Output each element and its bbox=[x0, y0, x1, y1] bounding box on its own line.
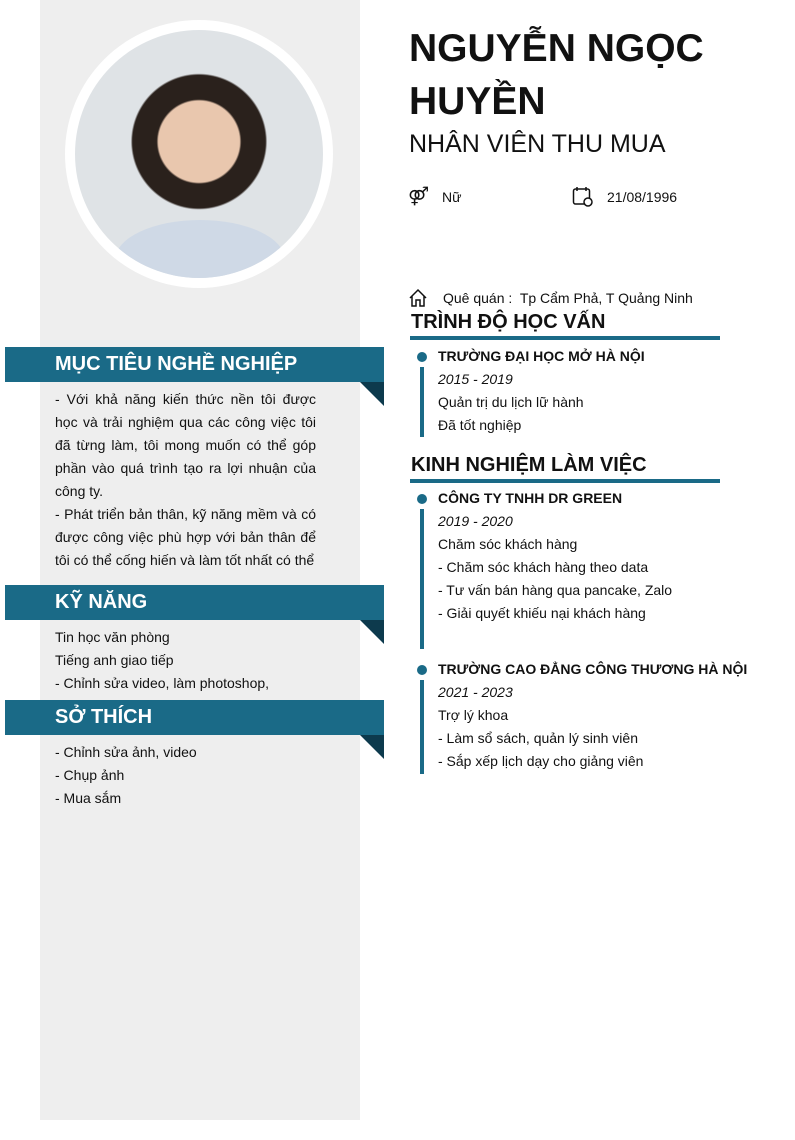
skill-item: Tiếng anh giao tiếp bbox=[55, 652, 174, 668]
hometown-info bbox=[408, 288, 693, 308]
experience-entry bbox=[417, 658, 747, 773]
entry-line: Trợ lý khoa bbox=[438, 707, 509, 723]
entry-years: 2015 - 2019 bbox=[438, 371, 513, 387]
hobbies-list bbox=[55, 741, 316, 810]
banner-fold bbox=[360, 620, 384, 644]
skill-item: Tin học văn phòng bbox=[55, 629, 170, 645]
bullet-dot bbox=[417, 665, 427, 675]
objective-heading: MỤC TIÊU NGHỀ NGHIỆP bbox=[5, 347, 384, 382]
entry-line: Quản trị du lịch lữ hành bbox=[438, 394, 584, 410]
objective-line: - Phát triển bản thân, kỹ năng mềm và có được công việc phù hợp với bản thân để tôi có thể cống hiến và làm tốt nhất có thể bbox=[55, 506, 316, 568]
experience-heading: KINH NGHIỆM LÀM VIỆC bbox=[410, 454, 720, 483]
dob-info bbox=[572, 186, 677, 207]
entry-years: 2019 - 2020 bbox=[438, 513, 513, 529]
hobby-item: - Chụp ảnh bbox=[55, 767, 125, 783]
gender-icon: ⚤ bbox=[408, 186, 430, 206]
profile-photo bbox=[65, 20, 333, 288]
skill-item: - Chỉnh sửa video, làm photoshop, bbox=[55, 675, 270, 691]
timeline-bar bbox=[420, 367, 424, 437]
hometown-label: Quê quán : bbox=[443, 290, 513, 306]
entry-line: - Giải quyết khiếu nại khách hàng bbox=[438, 605, 646, 621]
full-name: NGUYỄN NGỌC HUYỀN bbox=[409, 27, 704, 123]
banner-fold bbox=[360, 735, 384, 759]
entry-line: - Chăm sóc khách hàng theo data bbox=[438, 559, 649, 575]
skills-heading: KỸ NĂNG bbox=[5, 585, 384, 620]
timeline-bar bbox=[420, 509, 424, 649]
hobbies-heading: SỞ THÍCH bbox=[5, 700, 384, 735]
hometown-value: Tp Cẩm Phả, T Quảng Ninh bbox=[519, 290, 693, 306]
banner-fold bbox=[360, 382, 384, 406]
objective-line: - Với khả năng kiến thức nền tôi được học và trải nghiệm qua các công việc tôi đã từng làm, tôi mong muốn có thể góp phần vào quá trình tạo ra lợi nhuận của công ty. bbox=[55, 391, 316, 499]
entry-line: - Sắp xếp lịch dạy cho giảng viên bbox=[438, 753, 644, 769]
entry-years: 2021 - 2023 bbox=[438, 684, 513, 700]
bullet-dot bbox=[417, 352, 427, 362]
skills-list bbox=[55, 626, 316, 695]
dob-value: 21/08/1996 bbox=[607, 188, 678, 205]
education-entry bbox=[417, 345, 645, 437]
experience-entry bbox=[417, 487, 672, 625]
hobby-item: - Chỉnh sửa ảnh, video bbox=[55, 744, 197, 760]
hobby-item: - Mua sắm bbox=[55, 790, 122, 806]
bullet-dot bbox=[417, 494, 427, 504]
entry-line: - Tư vấn bán hàng qua pancake, Zalo bbox=[438, 582, 673, 598]
objective-text bbox=[55, 388, 316, 572]
entry-line: Chăm sóc khách hàng bbox=[438, 536, 578, 552]
entry-line: - Làm sổ sách, quản lý sinh viên bbox=[438, 730, 638, 746]
entry-org: TRƯỜNG CAO ĐẲNG CÔNG THƯƠNG HÀ NỘI bbox=[438, 661, 748, 677]
timeline-bar bbox=[420, 680, 424, 774]
entry-line: Đã tốt nghiệp bbox=[438, 417, 522, 433]
gender-value: Nữ bbox=[442, 188, 462, 205]
entry-org: CÔNG TY TNHH DR GREEN bbox=[438, 490, 623, 506]
calendar-icon bbox=[572, 186, 593, 207]
entry-org: TRƯỜNG ĐẠI HỌC MỞ HÀ NỘI bbox=[438, 348, 645, 364]
education-heading: TRÌNH ĐỘ HỌC VẤN bbox=[410, 311, 720, 340]
job-title: NHÂN VIÊN THU MUA bbox=[409, 130, 666, 158]
gender-info bbox=[408, 186, 461, 207]
home-icon bbox=[408, 288, 428, 308]
